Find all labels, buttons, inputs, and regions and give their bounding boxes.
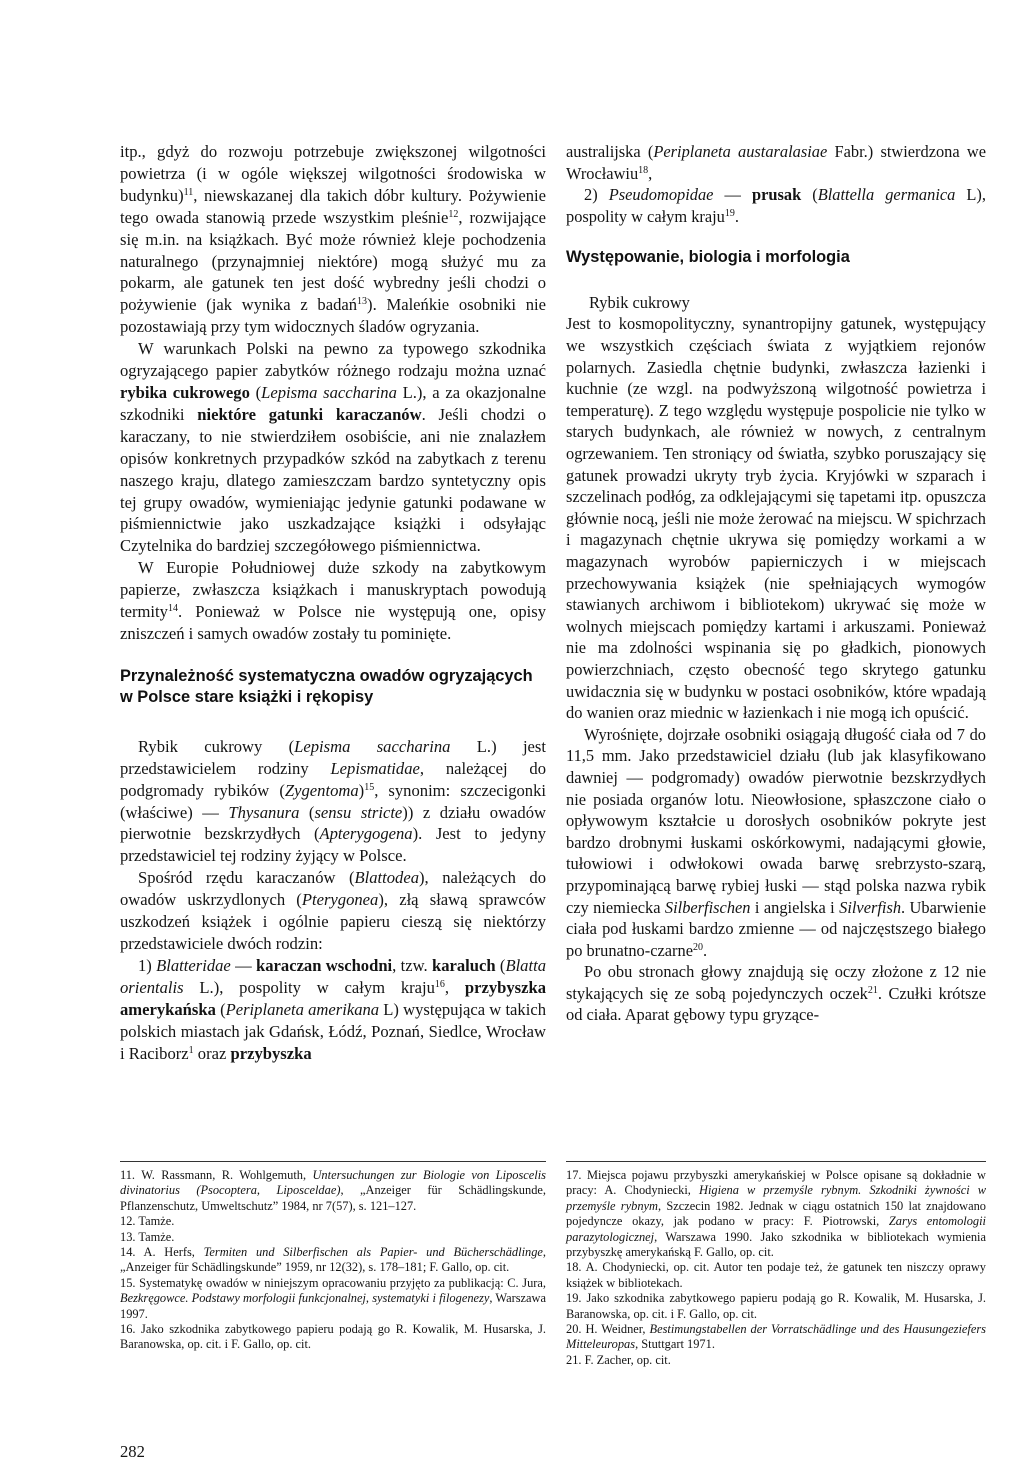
footnote: 15. Systematykę owadów w niniejszym opracowaniu przyjęto za publikacją: C. Jura, Bezkręgowce. Podstawy morfologii funkcjonalnej, systematyki i filogenezy, Warszawa 1997. [120, 1275, 546, 1321]
left-column [120, 141, 546, 1064]
footnote: 18. A. Chodyniecki, op. cit. Autor ten podaje też, że gatunek ten niszczy oprawy książek w bibliotekach. [566, 1260, 986, 1290]
paragraph: itp., gdyż do rozwoju potrzebuje zwiększonej wilgotności powietrza (i w ogóle większej wilgotności środowiska w budynku)$^{11}$, niewskazanej dla takich dóbr kultury. Pożywienie tego owada stanowią przede wszystkim pleśnie$^{12}$, rozwijające się m.in. na książkach. Być może również kleje pochodzenia naturalnego (przynajmniej niektóre) mogą służyć mu za pokarm, ale gatunek ten jest dość wybredny jeśli chodzi o pożywienie (jak wynika z badań$^{13}$). Maleńkie osobniki nie pozostawiają przy tym widocznych śladów ogryzania. [120, 142, 547, 337]
paragraph: 2) Pseudomopidae — prusak (Blattella germanica L), pospolity w całym kraju$^{19}$. [566, 185, 986, 226]
footnote: 16. Jako szkodnika zabytkowego papieru podają go R. Kowalik, M. Husarska, J. Baranowska, op. cit. i F. Gallo, op. cit. [120, 1322, 546, 1352]
paragraph: W warunkach Polski na pewno za typowego szkodnika ogryzającego papier zabytków różnego rodzaju można uznać rybika cukrowego (Lepisma saccharina L.), a za okazjonalne szkodniki niektóre gatunki karaczanów. Jeśli chodzi o karaczany, to nie stwierdziłem osobiście, ani nie znalazłem opisów konkretnych przypadków szkód na zabytkach z terenu naszego kraju, dlatego zamieszczam bardzo syntetyczny opis tej grupy owadów, wymieniając jedynie gatunki podawane w piśmiennictwie jako uszkadzające książki i odsyłając Czytelnika do bardziej szczegółowego piśmiennictwa. [120, 339, 546, 556]
footnote: 17. Miejsca pojawu przybyszki amerykańskiej w Polsce opisane są dokładnie w pracy: A. Chodyniecki, Higiena w przemyśle rybnym. Szkodniki żywności w przemyśle rybnym, Szczecin 1982. Jednak w ciągu ostatnich 150 lat znajdowano pojedyncze okazy, jak podano w pracy: F. Piotrowski, Zarys entomologii parazytologicznej, Warszawa 1990. Jako szkodnika w bibliotekach wymienia przybyszkę amerykańską F. Gallo, op. cit. [566, 1168, 987, 1260]
footnote: 12. Tamże. [120, 1214, 175, 1229]
paragraph: Spośród rzędu karaczanów (Blattodea), należących do owadów uskrzydlonych (Pterygonea), złą sławą sprawców uszkodzeń książek i ogólnie papieru cieszą się niektórzy przedstawiciele dwóch rodzin: [120, 868, 546, 953]
paragraph: australijska (Periplaneta austaralasiae Fabr.) stwierdzona we Wrocławiu$^{18}$, [566, 142, 987, 183]
footnote: 20. H. Weidner, Bestimungstabellen der Vorratschädlinge und des Hausungeziefers Mitteleuropas, Stuttgart 1971. [566, 1322, 986, 1352]
paragraph: Jest to kosmopolityczny, synantropijny gatunek, występujący we wszystkich częściach świata z wyjątkiem rejonów polarnych. Zasiedla chętnie budynki, zwłaszcza łazienki i kuchnie (ze wzgl. na podwyższoną wilgotność powietrza i temperaturę). Z tego względu występuje pospolicie nie tylko w starych budynkach, ale również w nowych, z centralnym ogrzewaniem. Ten stroniący od światła, szybko poruszający się gatunek prowadzi ukryty tryb życia. Kryjówki w szparach i szczelinach podłóg, za odklejającymi się tapetami itp. opuszcza głównie nocą, jeśli nie może żerować na miejscu. W spichrzach i magazynach chętnie ukrywa się pomiędzy workami a w magazynach wyrobów papierniczych i w miejscach przechowywania książek (nie spełniających wymogów stawianych archiwom i bibliotekom) ukrywać się może w wolnych miejscach pomiędzy kartami i arkuszami. Ponieważ nie ma zdolności wspinania się po gładkich, pionowych powierzchniach, często obecność tego skrytego gatunku uwidacznia się w budynku w postaci osobników, które wpadają do wanien oraz miednic w łazienkach i nie mogą ich opuścić. [566, 314, 986, 723]
paragraph: 1) Blatteridae — karaczan wschodni, tzw. karaluch (Blatta orientalis L.), pospolity w całym kraju$^{16}$, przybyszka amerykańska (Periplaneta amerikana L) występująca w takich polskich miastach jak Gdańsk, Łódź, Poznań, Siedlce, Wrocław i Raciborz$^1$ oraz przybyszka [120, 955, 546, 1063]
footnote: 11. W. Rassmann, R. Wohlgemuth, Untersuchungen zur Biologie von Liposcelis divinatorius (Psocoptera, Liposceldae), „Anzeiger für Schädlingskunde, Pflanzenschutz, Umweltschutz” 1984, nr 7(57), s. 121–127. [120, 1168, 546, 1213]
paragraph: Rybik cukrowy (Lepisma saccharina L.) jest przedstawicielem rodziny Lepismatidae, należącej do podgromady rybików (Zygentoma)$^{15}$, synonim: szczecigonki (właściwe) — Thysanura (sensu stricte)) z działu owadów pierwotnie bezskrzydłych (Apterygogena). Jest to jedyny przedstawiciel tej rodziny żyjący w Polsce. [120, 736, 546, 866]
footnotes-left [120, 1168, 546, 1353]
paragraph: Wyrośnięte, dojrzałe osobniki osiągają długość ciała od 7 do 11,5 mm. Jako przedstawiciel działu (lub jak klasyfikowano dawniej — podgromady) owadów pierwotnie bezskrzydłych nie posiada organów lotu. Nieowłosione, spłaszczone ciało o opływowym kształcie u dorosłych osobników pokryte jest bardzo drobnymi łuskami oskórkowymi, nadającymi głowie, tułowiowi i odwłokowi owada barwę srebrzysto-szarą, przypominającą barwę rybiej łuski — stąd polska nazwa rybik czy niemiecka Silberfischen i angielska i Silverfish. Ubarwienie ciała pod łuskami bardzo zmienne — od najczęstszego białego po brunatno-czarne$^{20}$. [566, 724, 987, 960]
footnote-divider [120, 1161, 546, 1162]
footnote: 14. A. Herfs, Termiten und Silberfischen als Papier- und Bücherschädlinge, „Anzeiger für Schädlingskunde” 1959, nr 12(32), s. 178–181; F. Gallo, op. cit. [120, 1245, 547, 1275]
footnotes-right [566, 1168, 986, 1368]
right-column [566, 141, 986, 1026]
footnote: 19. Jako szkodnika zabytkowego papieru podają go R. Kowalik, M. Husarska, J. Baranowska, op. cit. i F. Gallo, op. cit. [566, 1291, 986, 1321]
paragraph: Po obu stronach głowy znajdują się oczy złożone z 12 nie stykających się ze sobą pojedynczych oczek$^{21}$. Czułki krótsze od ciała. Aparat gębowy typu gryzące- [566, 962, 986, 1025]
footnote: 21. F. Zacher, op. cit. [566, 1352, 671, 1367]
footnote-divider [566, 1161, 986, 1162]
section-heading: Przynależność systematyczna owadów ogryzających w Polsce stare książki i rękopisy [120, 666, 533, 707]
subheading: Rybik cukrowy [589, 292, 690, 312]
footnote: 13. Tamże. [120, 1229, 175, 1244]
paragraph: W Europie Południowej duże szkody na zabytkowym papierze, zwłaszcza książkach i manuskryptach powodują termity$^{14}$. Ponieważ w Polsce nie występują one, opisy zniszczeń i samych owadów zostały tu pominięte. [120, 558, 546, 643]
page-number: 282 [120, 1442, 145, 1461]
section-heading: Występowanie, biologia i morfologia [566, 248, 850, 267]
